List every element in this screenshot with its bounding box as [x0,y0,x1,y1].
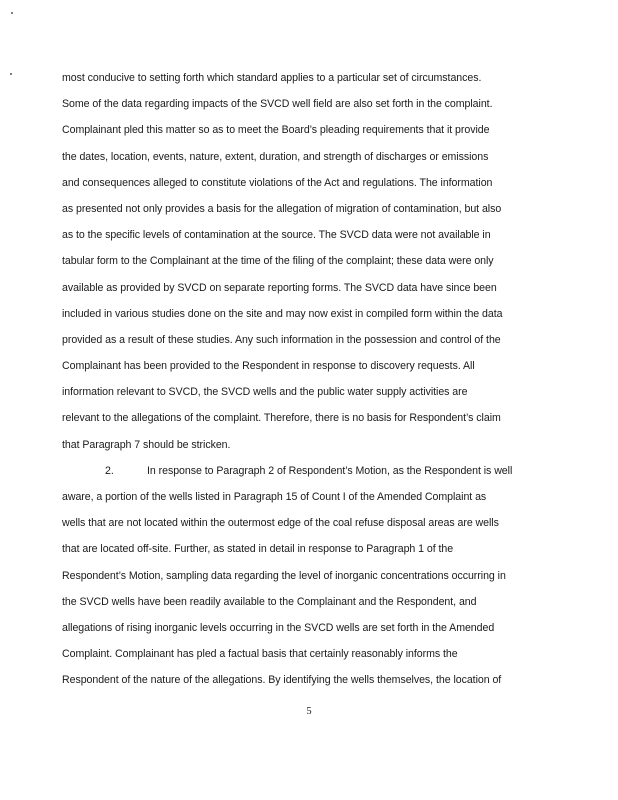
scan-speck [11,12,13,14]
text-line: Some of the data regarding impacts of the SVCD well field are also set forth in the complaint. [62,98,493,111]
text-line: relevant to the allegations of the complaint. Therefore, there is no basis for Respondent’s claim [62,412,501,425]
text-line: Respondent of the nature of the allegations. By identifying the wells themselves, the location of [62,674,502,687]
text-line: Complainant has been provided to the Respondent in response to discovery requests. All [62,360,475,373]
text-line: Complaint. Complainant has pled a factual basis that certainly reasonably informs the [62,648,458,661]
text-line: wells that are not located within the outermost edge of the coal refuse disposal areas are wells [62,517,499,530]
text-line: and consequences alleged to constitute violations of the Act and regulations. The information [62,176,493,189]
text-line: aware, a portion of the wells listed in Paragraph 15 of Count I of the Amended Complaint as [62,491,487,503]
scan-speck [10,73,12,75]
text-line: that Paragraph 7 should be stricken. [62,438,231,451]
text-line: Respondent’s Motion, sampling data regarding the level of inorganic concentrations occurring in [62,569,506,582]
text-line: In response to Paragraph 2 of Respondent’s Motion, as the Respondent is well [147,464,513,477]
page-number: 5 [306,706,312,717]
text-line: information relevant to SVCD, the SVCD wells and the public water supply activities are [62,386,468,399]
text-line: allegations of rising inorganic levels occurring in the SVCD wells are set forth in the Amended [62,621,495,634]
text-line: as to the specific levels of contamination at the source. The SVCD data were not available in [62,229,491,242]
text-line: the dates, location, events, nature, extent, duration, and strength of discharges or emissions [62,150,489,163]
text-line: Complainant pled this matter so as to meet the Board’s pleading requirements that it provide [62,124,490,137]
text-line: available as provided by SVCD on separate reporting forms. The SVCD data have since been [62,281,497,294]
text-line: the SVCD wells have been readily available to the Complainant and the Respondent, and [62,595,477,608]
text-line: most conducive to setting forth which standard applies to a particular set of circumstances. [62,72,482,84]
text-line: as presented not only provides a basis for the allegation of migration of contamination, but also [62,202,502,215]
text-line: provided as a result of these studies. Any such information in the possession and control of the [62,333,501,346]
paragraph-2-first-line [62,458,562,484]
text-line: tabular form to the Complainant at the time of the filing of the complaint; these data were only [62,255,494,268]
text-line: that are located off-site. Further, as stated in detail in response to Paragraph 1 of the [62,543,454,556]
paragraph-number: 2. [105,464,114,477]
text-line: included in various studies done on the site and may now exist in compiled form within the data [62,307,503,320]
body-text [62,65,562,694]
